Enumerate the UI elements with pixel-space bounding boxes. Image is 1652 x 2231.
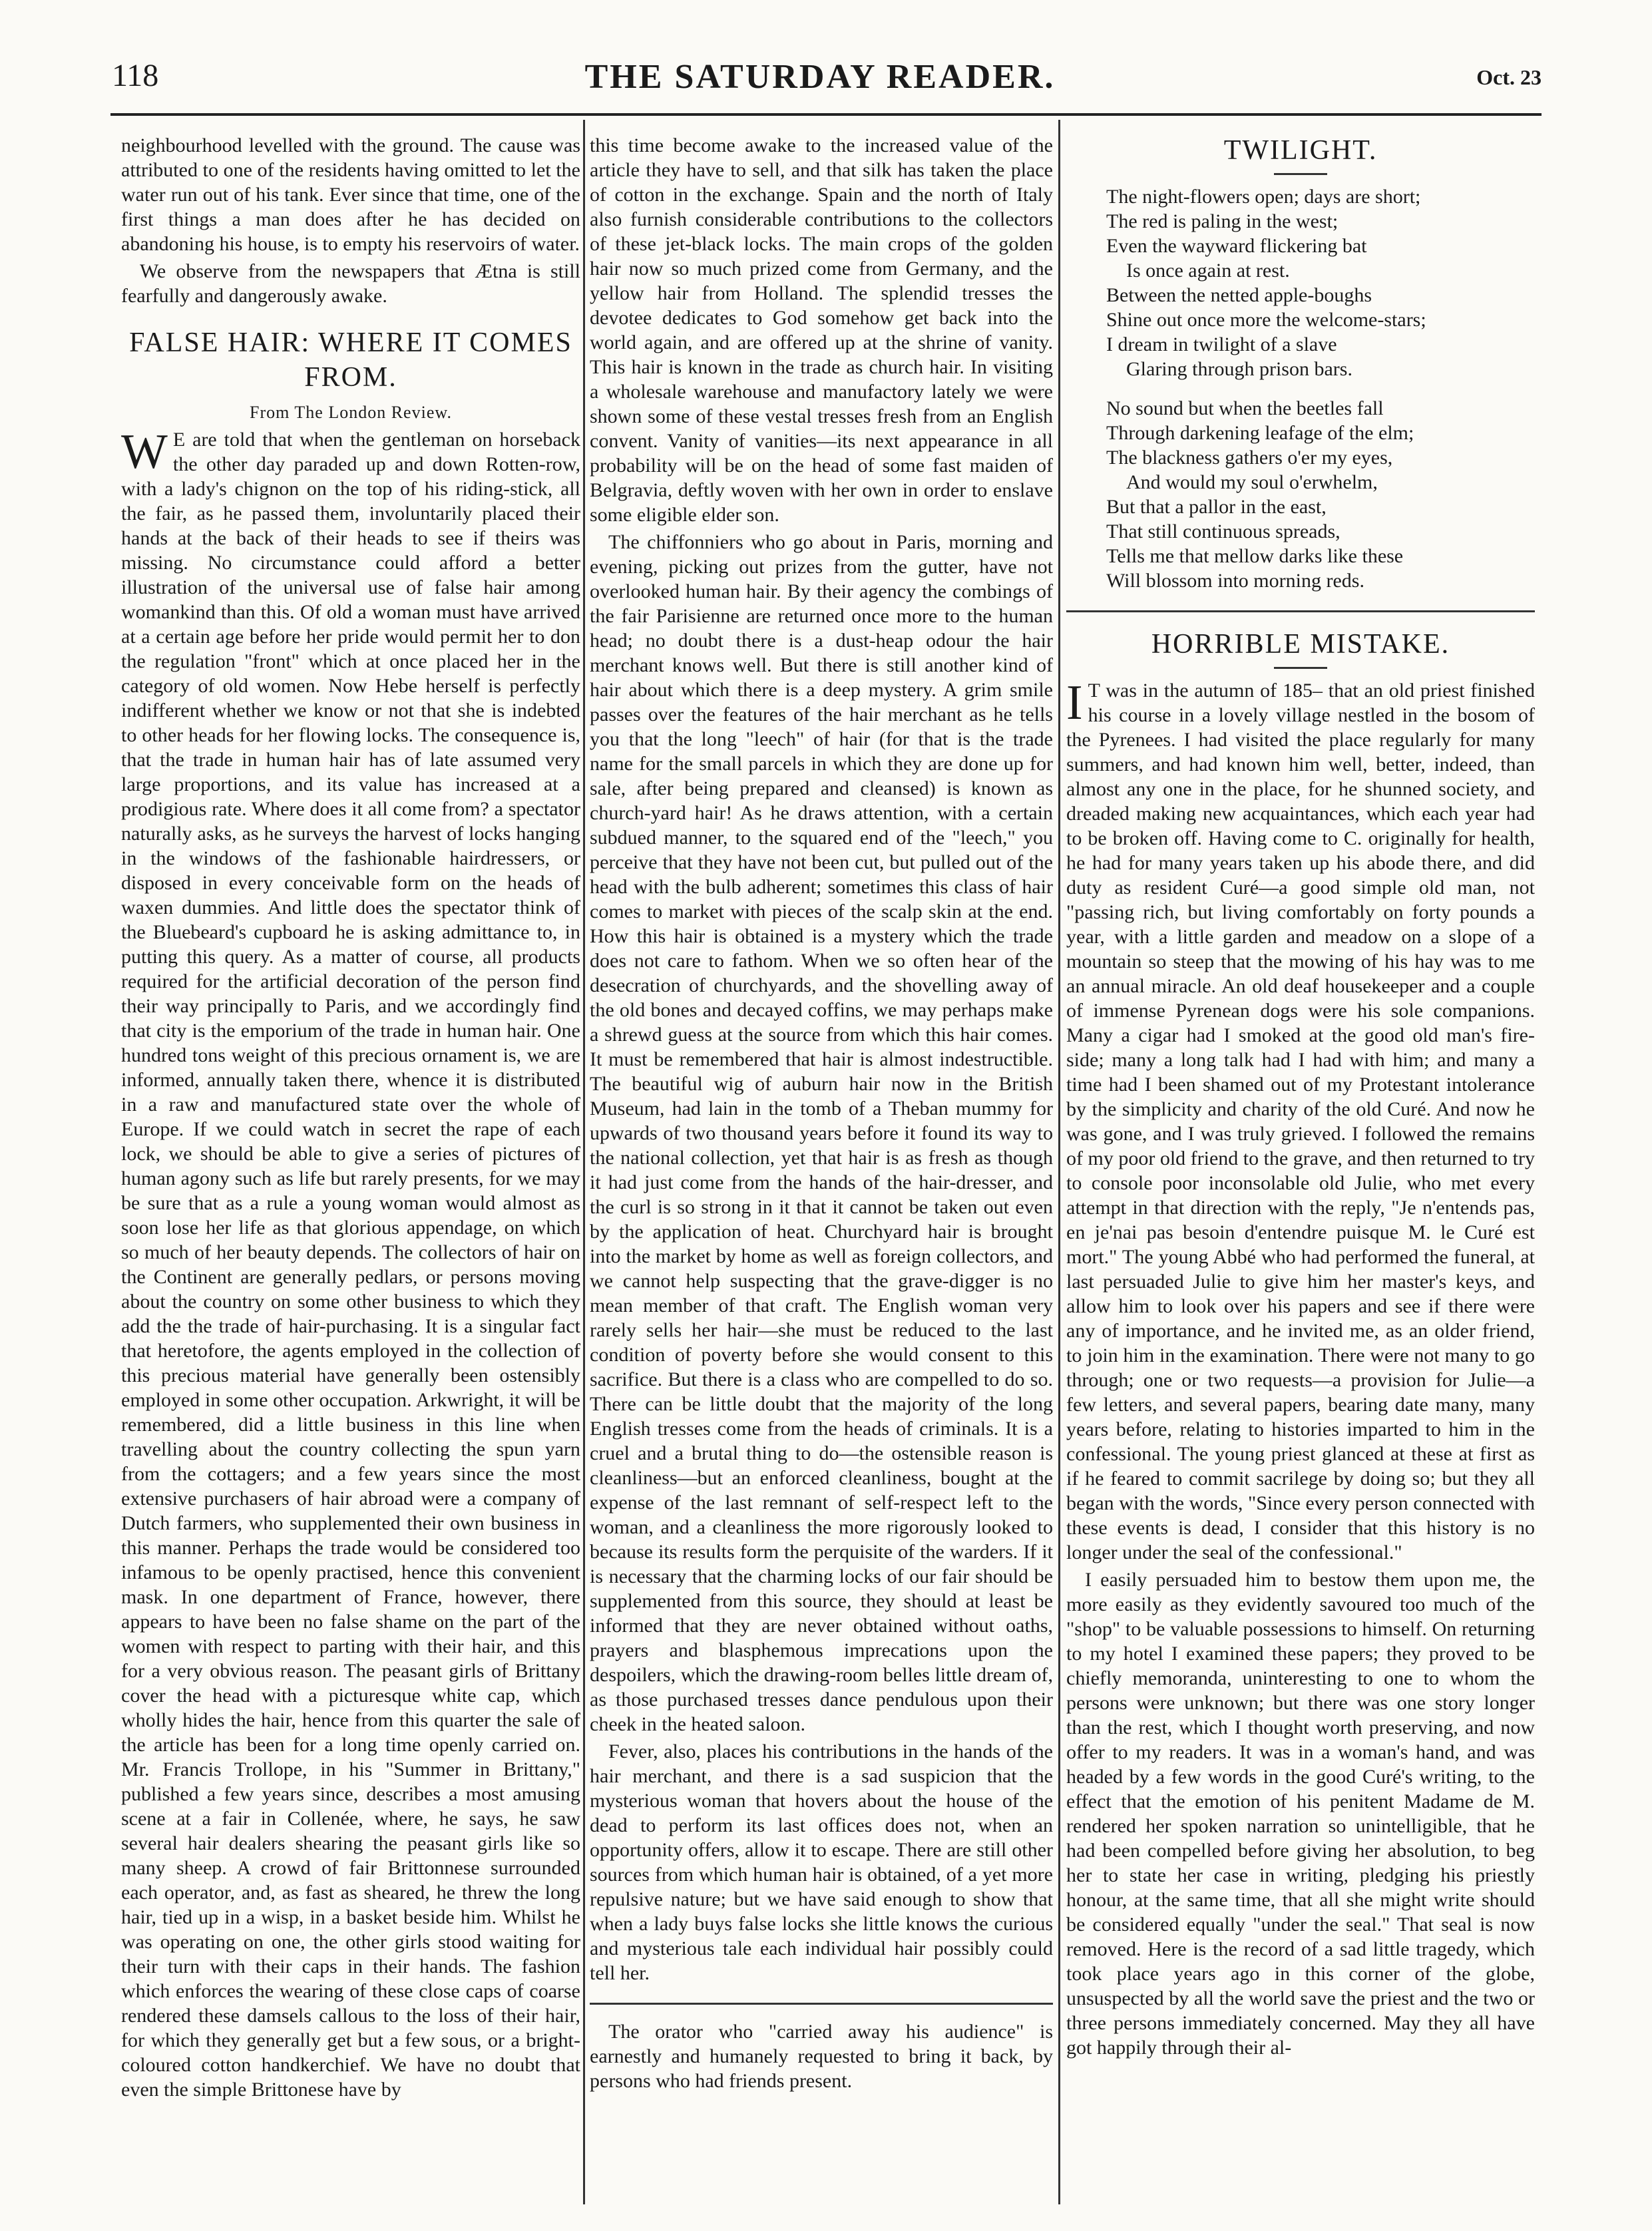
horrible-mistake-paragraph-2: I easily persuaded him to bestow them upon me, the more easily as they evidently savoured too much of the "shop" to be valuable possessions to himself. On returning to my hotel I examined these papers; they proved to be chiefly memoranda, uninteresting to one to whom the persons were unknown; but there was one story longer than the rest, which I thought worth preserving, and now offer to my readers. It was in a woman's hand, and was headed by a few words in the good Curé's writing, to the effect that the emotion of his penitent Madame de M. rendered her spoken narration so unintelligible, that he had been compelled before giving her absolution, to beg her to state her case in writing, pledging his priestly honour, at the same time, that all she might write should be considered equally "under the seal." That seal is now removed. Here is the record of a sad little tragedy, which took place years ago in this corner of the globe, unsuspected by all the world save the priest and the two or three persons immediately concerned. May they all have got happily through their al- xyxy=(1066,1569,1535,2059)
continued-paragraph: neighbourhood levelled with the ground. The cause was attributed to one of the residents having omitted to let the water run out of his tank. Ever since that time, one of the first things a man does after he has decided on abandoning his house, is to empty his reservoirs of water. xyxy=(121,134,580,255)
article-divider xyxy=(590,2003,1053,2005)
poem-line: Shine out once more the welcome-stars; xyxy=(1106,309,1426,331)
masthead xyxy=(99,57,1542,104)
false-hair-continued: this time become awake to the increased value of the article they have to sell, and that silk has taken the place of cotton in the exchange. Spain and the north of Italy also furnish considerable contributions to the collectors of these jet-black locks. The main crops of the golden hair now so much prized come from Germany, and the yellow hair from Holland. The splendid tresses the devotee dedicates to God somehow get back into the world again, and are offered up at the shrine of vanity. This hair is known in the trade as church hair. In visiting a wholesale warehouse and manufactory lately we were shown some of these vestal tresses fresh from an English convent. Vanity of vanities—its next appearance in all probability will be on the head of some fast maiden of Belgravia, deftly woven with her own in order to enslave some eligible elder son. xyxy=(590,134,1053,526)
dropcap-letter: I xyxy=(1066,676,1083,730)
article-heading-false-hair: FALSE HAIR: WHERE IT COMES FROM. xyxy=(129,327,572,393)
article-heading-horrible-mistake: HORRIBLE MISTAKE. xyxy=(1151,629,1450,660)
column-divider-1 xyxy=(583,120,585,2204)
publication-title: THE SATURDAY READER. xyxy=(584,58,1056,96)
poem-line: Will blossom into morning reds. xyxy=(1106,570,1364,592)
poem-line: I dream in twilight of a slave xyxy=(1106,333,1337,355)
false-hair-body xyxy=(121,427,580,2102)
column-divider-2 xyxy=(1058,120,1060,2204)
poem-heading-twilight: TWILIGHT. xyxy=(1223,135,1378,166)
orator-note: The orator who "carried away his audience" is earnestly and humanely requested to bring it back, by persons who had friends present. xyxy=(590,2021,1053,2092)
heading-rule xyxy=(1274,173,1327,175)
dropcap-letter: W xyxy=(121,425,168,479)
article-divider xyxy=(1066,610,1535,612)
poem-line: But that a pallor in the east, xyxy=(1106,496,1327,518)
poem-twilight xyxy=(1106,184,1535,593)
poem-line: The night-flowers open; days are short; xyxy=(1106,186,1421,208)
column-3 xyxy=(1066,133,1535,2063)
issue-date: Oct. 23 xyxy=(1476,65,1542,89)
etna-paragraph: We observe from the newspapers that Ætna is still fearfully and dangerously awake. xyxy=(121,260,580,307)
heading-rule xyxy=(1274,667,1327,669)
poem-line: Even the wayward flickering bat xyxy=(1106,235,1367,257)
poem-line: Is once again at rest. xyxy=(1126,260,1290,282)
poem-line: That still continuous spreads, xyxy=(1106,520,1341,542)
fever-paragraph: Fever, also, places his contributions in the hands of the hair merchant, and there is a sad suspicion that the mysterious woman that hovers about the house of the dead to perform its last offices does not, when an opportunity offers, allow it to escape. There are still other sources from which human hair is obtained, of a yet more repulsive nature; but we have said enough to show that when a lady buys false locks she little knows the curious and mysterious tale each individual hair possibly could tell her. xyxy=(590,1740,1053,1984)
chiffonniers-paragraph: The chiffonniers who go about in Paris, morning and evening, picking out prizes from the gutter, have not overlooked human hair. By their agency the combings of the fair Parisienne are returned once more to the human head; no doubt there is a dust-heap odour the hair merchant knows well. But there is still another kind of hair about which there is a deep mystery. A grim smile passes over the features of the hair merchant as he tells you that the long "leech" of hair (for that is the trade name for the small parcels in which they are done up for sale, after being prepared and cleansed) is known as church-yard hair! As he draws attention, with a certain subdued manner, to the squared end of the "leech," you perceive that they have not been cut, but pulled out of the head with the bulb adherent; sometimes this class of hair comes to market with pieces of the scalp skin at the end. How this hair is obtained is a mystery which the trade does not care to fathom. When we so often hear of the desecration of churchyards, and the shovelling away of the old bones and decayed coffins, we may perhaps make a shrewd guess at the source from which this hair comes. It must be remembered that hair is almost indestructible. The beautiful wig of auburn hair now in the British Museum, had lain in the tomb of a Theban mummy for upwards of two thousand years before it found its way to the national collection, yet that hair is as fresh as though it had just come from the hands of the hair-dresser, and the curl is so strong in it that it cannot be taken out even by the application of heat. Churchyard hair is brought into the market by home as well as foreign collectors, and we cannot help suspecting that the grave-digger is no mean member of that craft. The English woman very rarely sells her hair—she must be reduced to the last condition of poverty before she would consent to this sacrifice. But there is a class who are compelled to do so. There can be little doubt that the majority of the long English tresses come from the heads of criminals. It is a cruel and a brutal thing to do—the ostensible reason is cleanliness—but an enforced cleanliness, bought at the expense of the last remnant of self-respect left to the woman, and a cleanliness the more rigorously looked to because its results form the perquisite of the warders. If it is necessary that the charming locks of our fair should be supplemented from this source, they should at least be informed that they are never obtained without oaths, prayers and blasphemous imprecations upon the despoilers, which the drawing-room belles little dream of, as those purchased tresses dance pendulous upon their cheek in the heated saloon. xyxy=(590,531,1053,1735)
poem-line: Tells me that mellow darks like these xyxy=(1106,545,1404,567)
poem-stanza xyxy=(1106,396,1535,593)
poem-line: Through darkening leafage of the elm; xyxy=(1106,422,1414,444)
page-number: 118 xyxy=(112,58,159,93)
horrible-mistake-body xyxy=(1066,678,1535,1565)
poem-line: Glaring through prison bars. xyxy=(1126,358,1352,380)
poem-line: The blackness gathers o'er my eyes, xyxy=(1106,447,1393,469)
poem-line: No sound but when the beetles fall xyxy=(1106,397,1384,419)
false-hair-paragraph: E are told that when the gentleman on horseback the other day paraded up and down Rotten-row, with a lady's chignon on the top of his riding-stick, all the fair, as he passed them, involuntarily placed their hands at the back of their heads to see if theirs was missing. No circumstance could afford a better illustration of the universal use of false hair among womankind than this. Of old a woman must have arrived at a certain age before her pride would permit her to don the regulation "front" which at once placed her in the category of old women. Now Hebe herself is perfectly indifferent whether we know or not that she is indebted to other heads for her flowing locks. The consequence is, that the trade in human hair has of late assumed very large proportions, and its value has increased at a prodigious rate. Where does it all come from? a spectator naturally asks, as he surveys the harvest of locks hanging in the windows of the fashionable hairdressers, or disposed in every conceivable form on the heads of waxen dummies. And little does the spectator think of the Bluebeard's cupboard he is asking admittance to, in putting this query. As a matter of course, all products required for the artificial decoration of the person find their way principally to Paris, and we accordingly find that city is the emporium of the trade in human hair. One hundred tons weight of this precious ornament is, we are informed, annually taken there, whence it is distributed in a raw and manufactured state over the whole of Europe. If we could watch in secret the rape of each lock, we should be able to give a series of pictures of human agony such as life but rarely presents, for we may be sure that as a rule a young woman would almost as soon lose her life as that glorious appendage, on which so much of her beauty depends. The collectors of hair on the Continent are generally pedlars, or persons moving about the country on some other business to which they add the the trade of hair-purchasing. It is a singular fact that heretofore, the agents employed in the collection of this precious material have generally been ostensibly employed in some other occupation. Arkwright, it will be remembered, did a little business in this line when travelling about the country collecting the spun yarn from the cottagers; and a few years since the most extensive purchasers of hair abroad were a company of Dutch farmers, who supplemented their own business in this manner. Perhaps the trade would be considered too infamous to be openly practised, hence this convenient mask. In one department of France, however, there appears to have been no false shame on the part of the women with respect to parting with their hair, and this for a very obvious reason. The peasant girls of Brittany cover the head with a picturesque white cap, which wholly hides the hair, hence from this quarter the sale of the article has been for a long time openly carried on. Mr. Francis Trollope, in his "Summer in Brittany," published a few years since, describes a most amusing scene at a fair in Collenée, where, he says, he saw several hair dealers shearing the peasant girls like so many sheep. A crowd of fair Brittonnese surrounded each operator, and, as fast as sheared, he threw the long hair, tied up in a wisp, in a basket beside him. Whilst he was operating on one, the other girls stood waiting for their turn with their caps in their hands. The fashion which enforces the wearing of these close caps of coarse rendered these damsels callous to the loss of their hair, for which they generally get but a few sous, or a bright-coloured cotton handkerchief. We have no doubt that even the simple Brittonese have by xyxy=(121,429,580,2101)
article-credit: From The London Review. xyxy=(250,403,452,422)
poem-line: Between the netted apple-boughs xyxy=(1106,284,1372,306)
column-2 xyxy=(590,133,1053,2096)
header-rule xyxy=(110,113,1542,116)
poem-line: And would my soul o'erwhelm, xyxy=(1126,471,1378,493)
poem-line: The red is paling in the west; xyxy=(1106,210,1339,232)
column-1 xyxy=(121,133,580,2105)
poem-stanza xyxy=(1106,184,1535,381)
horrible-mistake-paragraph: T was in the autumn of 185– that an old priest finished his course in a lovely village nestled in the bosom of the Pyrenees. I had visited the place regularly for many summers, and had known him well, better, indeed, than almost any one in the place, for he shunned society, and dreaded making new acquaintances, which each year had to be broken off. Having come to C. originally for health, he had for many years taken up his abode there, and did duty as resident Curé—a good simple old man, not "passing rich, but living comfortably on forty pounds a year, with a little garden and meadow on a slope of a mountain so steep that the mowing of his hay was to me an annual miracle. An old deaf housekeeper and a couple of immense Pyrenean dogs were his sole companions. Many a cigar had I smoked at the good old man's fire-side; many a long talk had I had with him; and many a time had I been shamed out of my Protestant intolerance by the simplicity and charity of the old Curé. And now he was gone, and I was truly grieved. I followed the remains of my poor old friend to the grave, and then returned to try to console poor inconsolable old Julie, who met every attempt in that direction with the reply, "Je n'entends pas, en je'nai pas besoin d'entendre puisque M. le Curé est mort." The young Abbé who had performed the funeral, at last persuaded Julie to give him her master's keys, and allow him to look over his papers and see if there were any of importance, and he invited me, as an older friend, to join him in the examination. There were not many to go through; one or two requests—a provision for Julie—a few letters, and several papers, bearing date many, many years before, relating to histories imparted to him in the confessional. The young priest glanced at these at first as if he feared to commit sacrilege by doing so; but they all began with the words, "Since every person connected with these events is dead, I consider that this history is no longer under the seal of the confessional." xyxy=(1066,680,1535,1563)
